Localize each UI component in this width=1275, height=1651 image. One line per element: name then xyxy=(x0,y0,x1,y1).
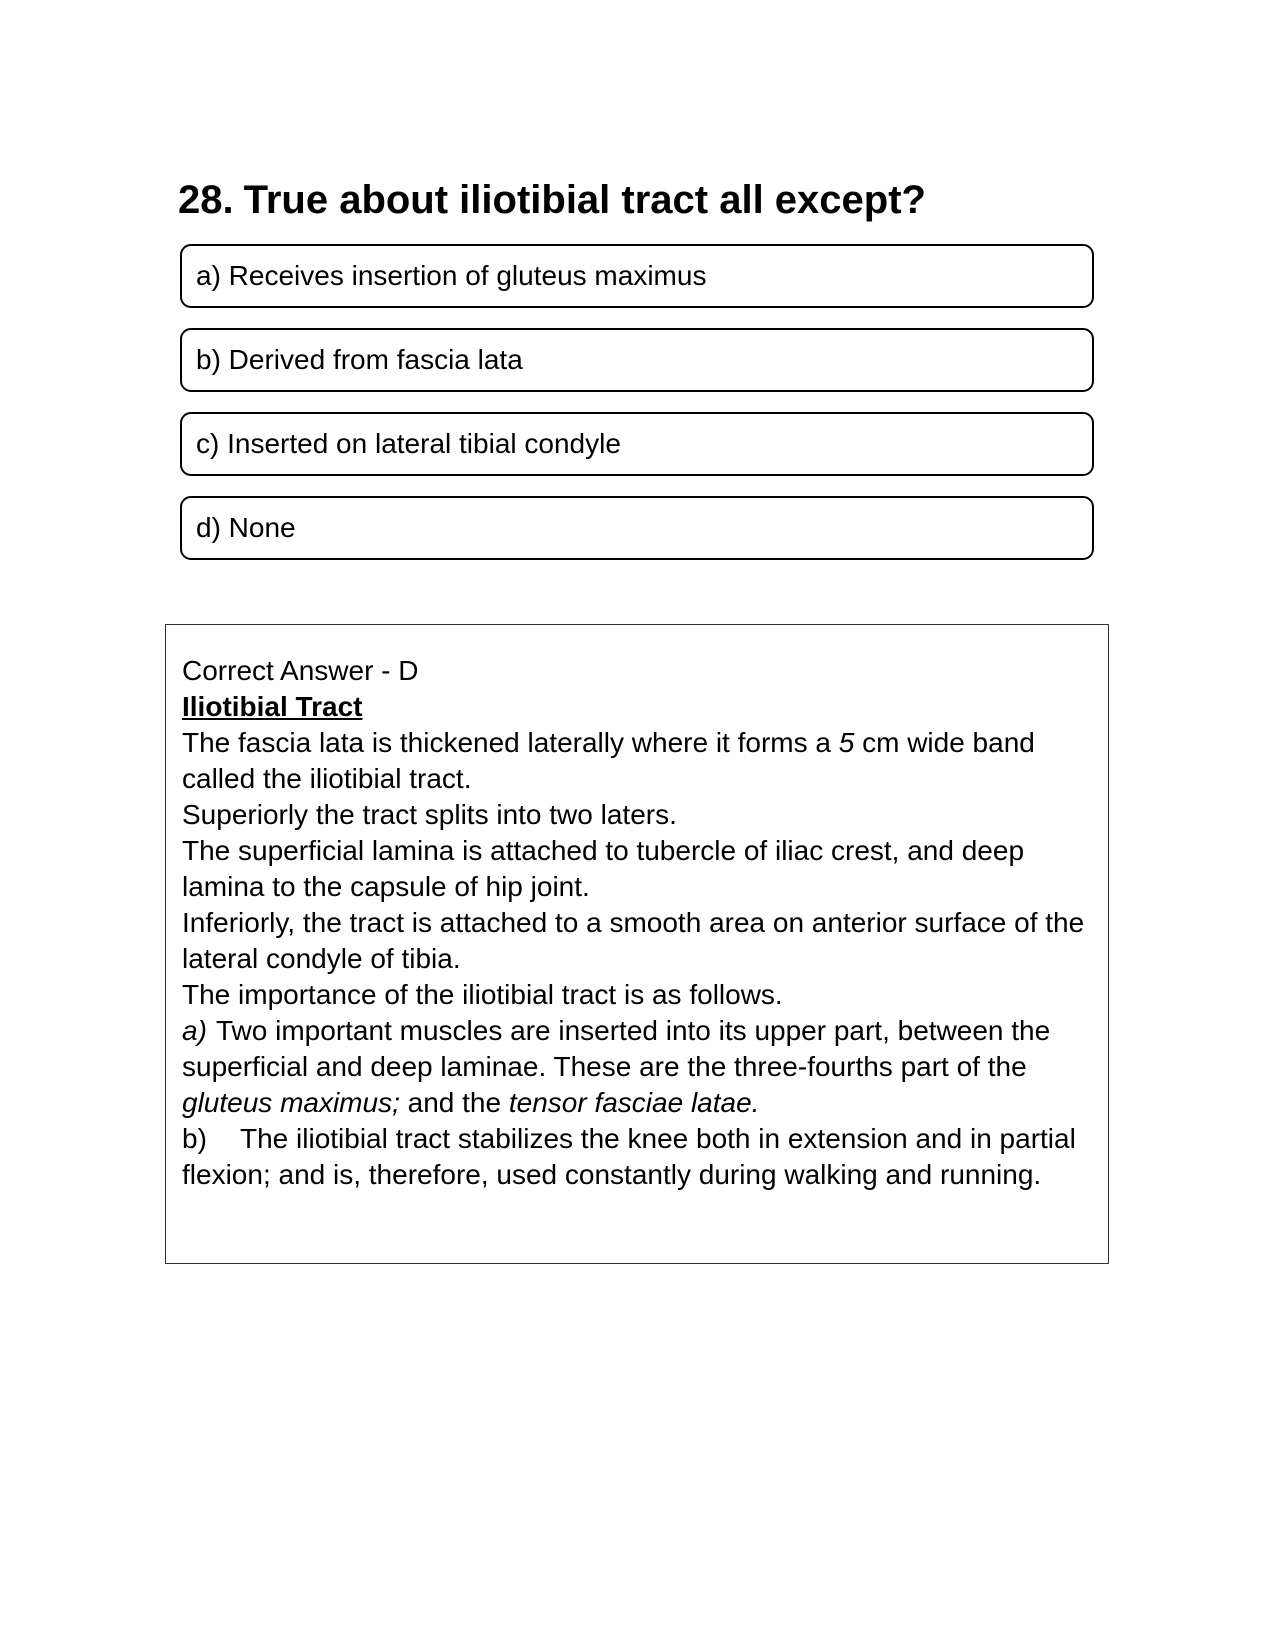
option-c[interactable]: c) Inserted on lateral tibial condyle xyxy=(180,412,1094,476)
explanation-item-b xyxy=(182,1121,1094,1193)
explanation-item-a xyxy=(182,1013,1094,1121)
question-title xyxy=(178,176,926,224)
p1-text-end: cm wide band called the iliotibial tract. xyxy=(182,727,1035,794)
item-b-text: The iliotibial tract stabilizes the knee both in extension and in partial flexion; and is, therefore, used constantly during walking and running. xyxy=(182,1123,1076,1190)
explanation-paragraph-2: Superiorly the tract splits into two laters. xyxy=(182,799,677,830)
p1-text-start: The fascia lata is thickened laterally where it forms a xyxy=(182,727,839,758)
question-number: 28. xyxy=(178,178,234,222)
item-a-and: and the xyxy=(399,1087,509,1118)
item-a-muscle-1: gluteus maximus; xyxy=(182,1087,400,1118)
explanation-paragraph-3: The superficial lamina is attached to tubercle of iliac crest, and deep lamina to the capsule of hip joint. xyxy=(182,835,1025,902)
option-b[interactable]: b) Derived from fascia lata xyxy=(180,328,1094,392)
item-a-label: a) xyxy=(182,1015,207,1046)
explanation-box xyxy=(165,624,1109,1264)
correct-answer: Correct Answer - D xyxy=(182,655,419,686)
explanation-heading: Iliotibial Tract xyxy=(182,691,363,722)
explanation-paragraph-1 xyxy=(182,725,1094,797)
question-text: True about iliotibial tract all except? xyxy=(243,178,926,222)
explanation-paragraph-5: The importance of the iliotibial tract is as follows. xyxy=(182,979,783,1010)
item-a-muscle-2: tensor fasciae latae. xyxy=(508,1087,760,1118)
explanation-paragraph-4: Inferiorly, the tract is attached to a smooth area on anterior surface of the lateral condyle of tibia. xyxy=(182,907,1085,974)
item-b-label: b) xyxy=(182,1123,207,1154)
option-d[interactable]: d) None xyxy=(180,496,1094,560)
option-a[interactable]: a) Receives insertion of gluteus maximus xyxy=(180,244,1094,308)
item-a-text: Two important muscles are inserted into its upper part, between the superficial and deep laminae. These are the three-fourths part of the xyxy=(182,1015,1051,1082)
p1-number: 5 xyxy=(838,727,855,758)
